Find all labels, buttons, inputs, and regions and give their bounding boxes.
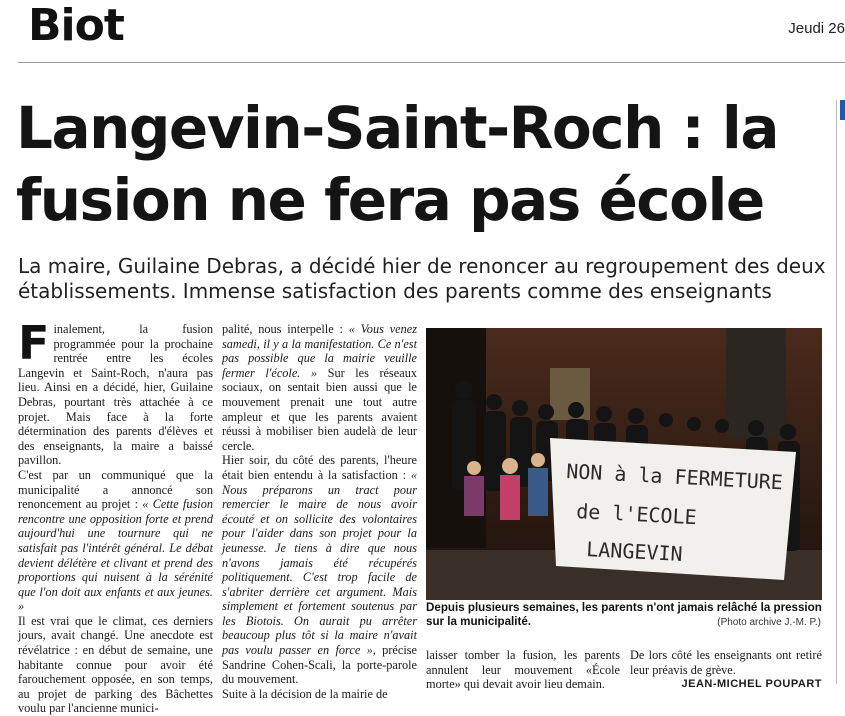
text: Sur les réseaux sociaux, on sentait bien aussi que le mouvement prenait une tout autre ampleur et que les parents avaient réussi à mobiliser bien audelà de leur cercle. xyxy=(222,365,417,453)
news-photo xyxy=(426,328,822,600)
paragraph xyxy=(222,322,417,453)
paragraph xyxy=(18,316,213,468)
side-column xyxy=(836,100,845,684)
quote: « Nous préparons un tract pour remercier le maire de nous avoir écouté et on sollicite des volontaires pour l'aider dans son projet pour la jeunesse. Je tiens à dire que nous n'avons jamais été récupérés politiquement. C'est trop facile de s'abriter derrière cet argument. Mais simplement et fortement soutenus par les Biotois. On aurait pu arrêter beaucoup plus tôt si la maire n'avait pas voulu passer en force » xyxy=(222,467,417,658)
quote: « Cette fusion rencontre une opposition forte et prend aujourd'hui une tournure qui ne satisfait pas l'intérêt général. Le débat devient délétère et clivant et prend des proportions qui nuisent à la sérénité que l'on doit aux enfants et aux jeunes. » xyxy=(18,497,213,614)
article-column-2 xyxy=(222,322,417,701)
text: palité, nous interpelle : xyxy=(222,322,349,336)
banner-line-3: LANGEVIN xyxy=(585,537,684,567)
standfirst: La maire, Guilaine Debras, a décidé hier de renoncer au regroupement des deux établissements. Immense satisfaction des parents comme des enseignants xyxy=(18,254,826,303)
issue-date: Jeudi 26 xyxy=(788,20,845,37)
section-title: Biot xyxy=(28,0,124,51)
text: C'est par un communiqué que la municipalité a annoncé son renoncement au projet : xyxy=(18,467,213,512)
photo-illustration xyxy=(426,328,822,600)
photo-caption: Depuis plusieurs semaines, les parents n'ont jamais relâché la pression sur la municipalité. xyxy=(426,601,822,628)
article-column-3 xyxy=(426,648,620,692)
text: inalement, la fusion programmée pour la prochaine rentrée entre les écoles Langevin et Saint-Roch, n'aura pas lieu. Ainsi en a décidé, hier, Guilaine Debras, pourtant très attachée à ce projet. Mais face à la forte détermination des parents d'élèves et des enseignants, la maire a baissé pavillon. xyxy=(18,322,213,468)
paragraph xyxy=(18,614,213,716)
header-rule xyxy=(18,62,845,63)
paragraph: De lors côté les enseignants ont retiré leur préavis de grève. xyxy=(630,648,822,677)
side-tag xyxy=(840,100,845,120)
quote: « Vous venez samedi, il y a la manifestation. Ce n'est pas possible que la mairie veuille fermer l'école. » xyxy=(222,322,418,380)
text: Il est vrai que le climat, ces derniers jours, avait changé. Une anecdote est révélatrice : en début de semaine, une habitante connue pour avoir été farouchement opposée, en son temps, au projet de parking des Bâchettes voulu par l'ancienne munici- xyxy=(18,613,213,716)
paragraph xyxy=(18,468,213,614)
photo-credit: (Photo archive J.-M. P.) xyxy=(717,617,821,628)
article-column-1 xyxy=(18,316,213,716)
text: Suite à la décision de la mairie de xyxy=(222,686,388,701)
drop-cap: F xyxy=(18,316,50,370)
banner-line-1: NON à la FERMETURE xyxy=(565,459,784,495)
text: , précise Sandrine Cohen-Scali, la porte-parole du mouvement. xyxy=(222,643,417,687)
headline: Langevin-Saint-Roch : la fusion ne fera pas école xyxy=(16,94,778,234)
byline: JEAN-MICHEL POUPART xyxy=(681,678,822,691)
paragraph xyxy=(222,687,417,702)
text: Hier soir, du côté des parents, l'heure était bien entendu à la satisfaction : xyxy=(222,453,417,482)
paragraph xyxy=(222,453,417,687)
paragraph: laisser tomber la fusion, les parents annulent leur mouvement «École morte» qui devait avoir lieu demain. xyxy=(426,648,620,692)
article-column-4 xyxy=(630,648,822,692)
banner-line-2: de l'ECOLE xyxy=(575,499,698,530)
